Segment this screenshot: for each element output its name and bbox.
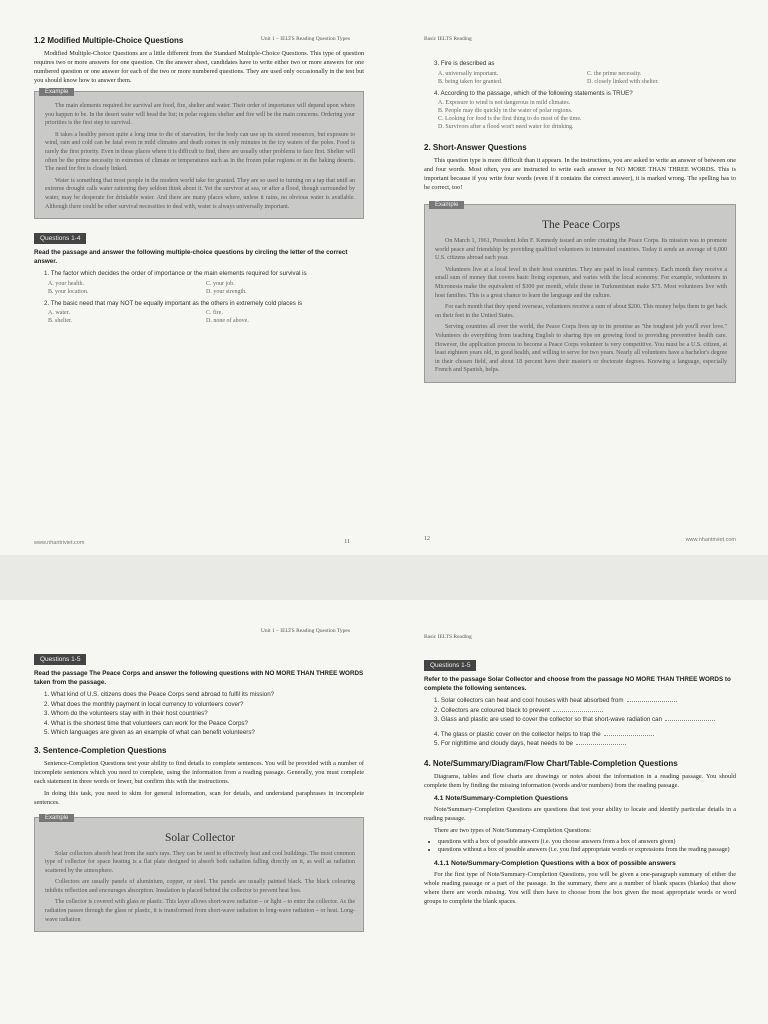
- example-paragraph: It takes a healthy person quite a long time to die of starvation, for the body can use up its stored resources, but exposure to wind, rain and cold can be fatal even in mild climates and death comes in only minutes in the icy waters of the poles. Food is rarely the first priority. Even in those places where it is difficult to find, there are usually other problems to face first. Shelter will often be the prime necessity in extremes of climate or temperatures such as in the frozen polar regions or in the baking deserts. The need for fire is closely linked.: [45, 131, 355, 173]
- example-box: [34, 91, 364, 219]
- option[interactable]: C. fire.: [206, 310, 223, 317]
- example-tag: Example: [39, 88, 74, 96]
- running-header: Unit 1 – IELTS Reading Question Types: [260, 628, 350, 634]
- options: [48, 309, 364, 325]
- answer-blank[interactable]: [627, 701, 677, 702]
- option[interactable]: D. your strength.: [206, 288, 247, 295]
- example-paragraph: Collectors are usually panels of aluminium, copper, or steel. The panels are usually painted black. The black colouring inhibits reflection and encourages absorption. Insulation is placed behind the collector to prevent heat loss.: [45, 879, 355, 894]
- answer-blank[interactable]: [553, 711, 603, 712]
- bullet-list: [424, 838, 736, 855]
- option[interactable]: A. your health.: [48, 280, 84, 287]
- question: [434, 707, 736, 716]
- questions-tag: Questions 1-5: [34, 654, 86, 665]
- example-paragraph: Serving countries all over the world, the Peace Corps lives up to its promise as "the toughest job you'll ever love." Volunteers do everything from teaching English to sharing tips on growing food to providing preventive health care. However, the application process to become a Peace Corps volunteer is very competitive. You must be a U.S. citizen, at least eighteen years old, in good health, and willing to serve for two years. Nearly all volunteers have a bachelor's degree in their chosen field, and about 18 percent have their master's or doctorate degrees. Knowing a language, especially French and Spanish, helps.: [435, 324, 727, 374]
- question-text: 4. The glass or plastic cover on the collector helps to trap the: [434, 730, 601, 738]
- question: 3. Whom do the volunteers stay with in their host countries?: [44, 710, 208, 717]
- option[interactable]: D. none of above.: [206, 318, 249, 325]
- instruction: Refer to the passage Solar Collector and choose from the passage NO MORE THAN THREE WORDS to complete the following sentences.: [424, 676, 731, 692]
- example-tag: Example: [39, 814, 74, 822]
- option[interactable]: B. your location.: [48, 288, 89, 295]
- example-paragraph: For each month that they spend overseas, volunteers receive a sum of about $200. This money helps them to get back on their feet in the United States.: [435, 304, 727, 319]
- question: 2. The basic need that may NOT be equally important as the others in extremely cold places is: [44, 299, 303, 307]
- intro-paragraph: Modified Multiple-Choice Questions are a little different from the Standard Multiple-Choice Questions. This type of question requires two or more answers for one question. On the answer sheet, candidates have to write either two or more answers for one numbered question or one answer for each of the two or more numbered questions. They are used only occasionally in the test but you should know how to answer them.: [34, 50, 364, 84]
- question: [434, 740, 736, 749]
- option[interactable]: C. your job.: [206, 280, 235, 287]
- question-text: 1. Solar collectors can heat and cool houses with heat absorbed from: [434, 697, 624, 704]
- subsection-title: 4.1 Note/Summary-Completion Questions: [434, 794, 569, 802]
- question: 3. Fire is described as: [434, 60, 495, 67]
- intro-paragraph: In doing this task, you need to skim for general information, scan for details, and understand paraphrases in incomplete sentences.: [34, 789, 364, 806]
- options: [48, 280, 364, 296]
- bullet-item: • questions with a box of possible answers (i.e. you choose answers from a box of answers given): [438, 838, 736, 847]
- questions-tag: Questions 1-4: [34, 233, 86, 244]
- option[interactable]: B. shelter.: [48, 318, 73, 325]
- subsubsection-text: For the first type of Note/Summary-Completion Questions, you will be given a one-paragraph summary of either the whole reading passage or a part of the passage. In the summary, there are a number of blank spaces (blanks) that show where there are words missing. You will then have to choose from the box given the most appropriate words or word groups to complete the blank spaces.: [424, 870, 736, 905]
- option[interactable]: D. Survivors after a flood won't need water for drinking.: [438, 124, 574, 130]
- question: [434, 697, 736, 706]
- running-header: Basic IELTS Reading: [424, 36, 472, 42]
- types-intro: There are two types of Note/Summary-Completion Questions:: [434, 826, 592, 834]
- questions-tag: Questions 1-5: [424, 660, 476, 671]
- example-paragraph: Solar collectors absorb heat from the sun's rays. They can be used to effectively heat and cool buildings. The most common type of collector for space heating is a flat plate designed to absorb both radiation falling directly on it, as well as radiation scattered by the atmosphere.: [45, 850, 355, 874]
- page-14: [384, 600, 768, 1024]
- option[interactable]: A. water.: [48, 310, 70, 317]
- intro-paragraph: Sentence-Completion Questions test your ability to find details to complete sentences. You will be provided with a number of incomplete sentences which you need to complete, using the information from a reading passage. Generally, you must complete each statement in three words or fewer, but confirm this with the instructions.: [34, 759, 364, 785]
- question: 1. The factor which decides the order of importance or the main elements required for survival is: [44, 270, 307, 278]
- page-number: 11: [344, 539, 350, 545]
- option[interactable]: C. the prime necessity.: [587, 70, 642, 77]
- question: 4. According to the passage, which of the following statements is TRUE?: [434, 89, 633, 97]
- section-title: 4. Note/Summary/Diagram/Flow Chart/Table-Completion Questions: [424, 758, 678, 768]
- section-title: 3. Sentence-Completion Questions: [34, 745, 167, 755]
- question-text: 2. Collectors are coloured black to prevent: [434, 706, 550, 714]
- example-paragraph: Water is something that most people in the modern world take for granted. They are so used to turning on a tap that until an extreme drought calls water rationing they seldom think about it. Yet the survivor at sea, or after a flood, though surrounded by water, may be desperate for drinkable water. And there are many places where, unless it rains, no obvious water is available. Although there could be other survival necessities to deal with, water is always universally important.: [45, 177, 355, 210]
- section-title: 2. Short-Answer Questions: [424, 143, 527, 152]
- answer-blank[interactable]: [604, 735, 654, 736]
- question: [434, 731, 736, 740]
- options: [438, 70, 736, 86]
- example-box: [34, 814, 364, 933]
- option[interactable]: C. Looking for food is the first thing to do most of the time.: [438, 116, 582, 122]
- example-box: [424, 204, 736, 383]
- example-paragraph: The main elements required for survival are food, fire, shelter and water. Their order of importance will depend upon where you happen to be. In the desert water will head the list; in polar regions shelter and fire will be the main concerns. Ordering your priorities is the first step to survival.: [45, 103, 355, 127]
- example-paragraph: On March 1, 1961, President John F. Kennedy issued an order creating the Peace Corps. Its mission was to promote world peace and friendship by providing qualified volunteers to interested countries. Today it sends an average of 6,000 U.S. citizens abroad each year.: [435, 238, 727, 262]
- website-footer[interactable]: www.nhantriviet.com: [34, 540, 85, 546]
- example-paragraph: Volunteers live at a local level in their host countries. They are paid in local currency. Each month they receive a small sum of money that covers basic living expenses, and varies with the local economy. For example, volunteers in Micronesia make the equivalent of $300 per month, while those in Turkmenistan make $75. Most volunteers live with host families. This is a great chance to learn the language and the culture.: [435, 266, 727, 299]
- section-title: 1.2 Modified Multiple-Choice Questions: [34, 36, 184, 45]
- question: [434, 716, 736, 725]
- option[interactable]: B. being taken for granted.: [438, 78, 503, 85]
- box-title: Solar Collector: [165, 831, 235, 844]
- options: [438, 99, 736, 131]
- intro-paragraph: Diagrams, tables and flow charts are drawings or notes about the information in a reading passage. You should complete them by finding the missing information (words and/or numbers) from the reading passage.: [424, 772, 736, 789]
- intro-paragraph: This question type is more difficult than it appears. In the instructions, you are asked to write an answer of between one and four words. Most often, you are instructed to write each answer in NO MORE THAN THREE WORDS. This is important because if you write four words (even if it contains the correct answer), it is marked wrong. The spelling has to be correct, too!: [424, 157, 736, 191]
- question: 1. What kind of U.S. citizens does the Peace Corps send abroad to fulfil its mission?: [44, 691, 275, 698]
- example-tag: Example: [429, 201, 464, 209]
- page-12: [384, 0, 768, 555]
- option[interactable]: A. Exposure to wind is not dangerous in mild climates.: [438, 100, 571, 106]
- example-paragraph: The collector is covered with glass or plastic. This layer allows short-wave radiation – or light – to enter the collector. As the radiation passes through the glass or plastic, it is transformed from short-wave radiation to long-wave radiation – or heat. Long-wave radiation: [45, 899, 355, 923]
- box-title: The Peace Corps: [542, 219, 620, 231]
- option[interactable]: D. closely linked with shelter.: [587, 78, 659, 85]
- running-header: Basic IELTS Reading: [424, 634, 472, 640]
- subsubsection-title: 4.1.1 Note/Summary-Completion Questions with a box of possible answers: [434, 859, 676, 867]
- answer-blank[interactable]: [665, 720, 715, 721]
- answer-blank[interactable]: [576, 744, 626, 745]
- question: 4. What is the shortest time that volunteers can work for the Peace Corps?: [44, 719, 248, 727]
- option[interactable]: B. People may die quickly in the water of polar regions.: [438, 108, 573, 114]
- question: 5. Which languages are given as an example of what can benefit volunteers?: [44, 729, 255, 736]
- page-number: 12: [424, 536, 430, 542]
- question-text: 3. Glass and plastic are used to cover the collector so that short-wave radiation can: [434, 716, 663, 723]
- subsection-intro: Note/Summary-Completion Questions are questions that test your ability to locate and identify particular details in a reading passage.: [424, 805, 736, 822]
- instruction: Read the passage and answer the following multiple-choice questions by circling the letter of the correct answer.: [34, 249, 348, 265]
- running-header: Unit 1 – IELTS Reading Question Types: [260, 36, 350, 42]
- website-footer[interactable]: www.nhantriviet.com: [685, 537, 736, 543]
- bullet-item: • questions without a box of possible answers (i.e. you find appropriate words or expressions from the reading passage): [438, 846, 736, 855]
- page-11: [0, 0, 384, 555]
- option[interactable]: A. universally important.: [438, 70, 499, 77]
- instruction: Read the passage The Peace Corps and answer the following questions with NO MORE THAN THREE WORDS taken from the passage.: [34, 670, 364, 686]
- question-text: 5. For nighttime and cloudy days, heat needs to be: [434, 740, 573, 747]
- page-13: [0, 600, 384, 1024]
- question: 2. What does the monthly payment in local currency to volunteers cover?: [44, 700, 244, 708]
